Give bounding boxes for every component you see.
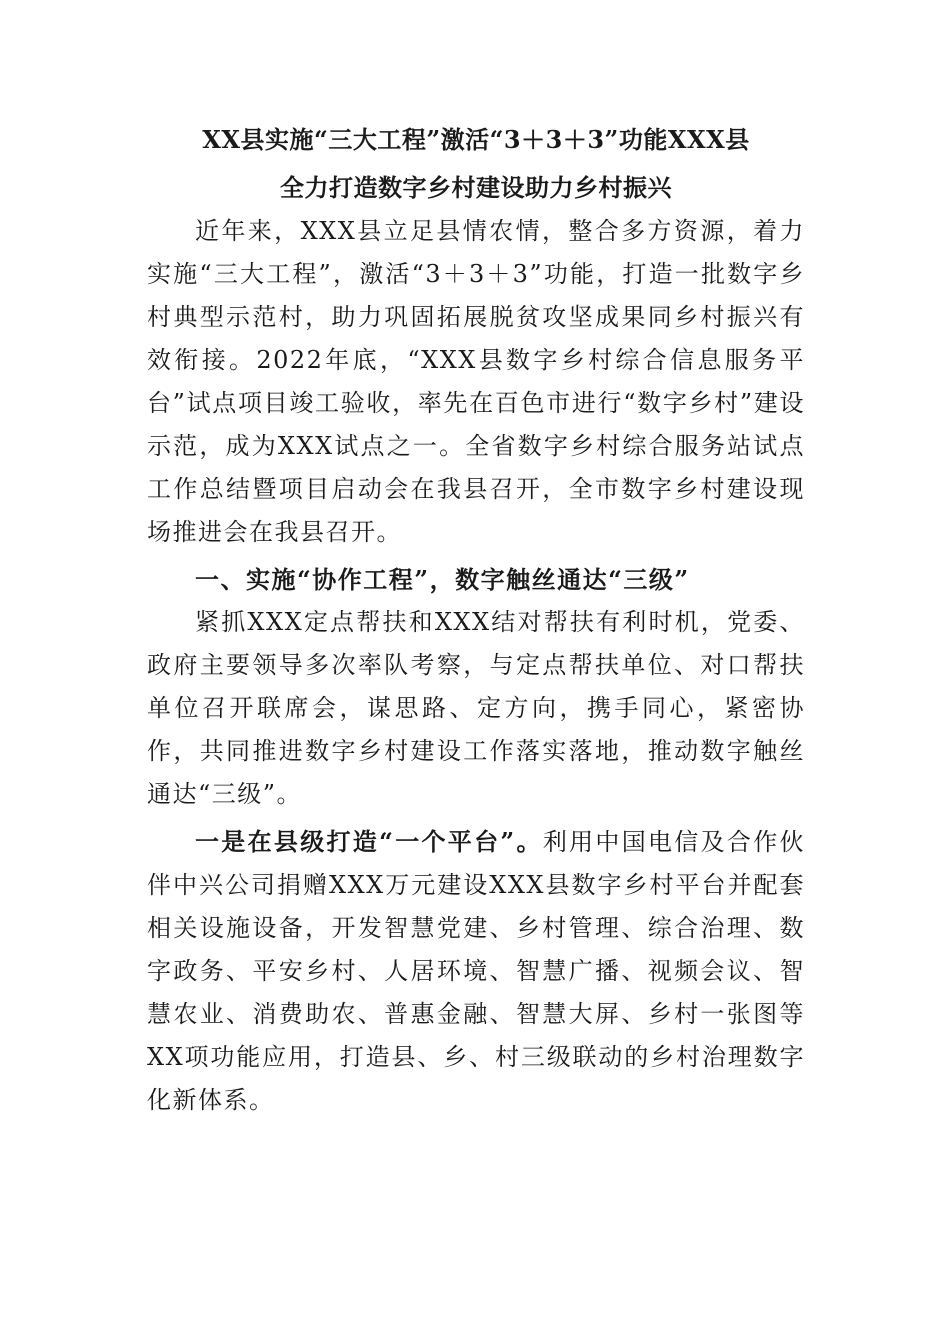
document-page: [147, 120, 805, 1122]
document-title: [147, 120, 805, 208]
point-1-lead: 一是在县级打造“一个平台”。: [195, 827, 543, 856]
title-line-2: 全力打造数字乡村建设助力乡村振兴: [280, 173, 672, 202]
point-1-body: 利用中国电信及合作伙伴中兴公司捐赠XXX万元建设XXX县数字乡村平台并配套相关设施设备，开发智慧党建、乡村管理、综合治理、数字政务、平安乡村、人居环境、智慧广播、视频会议、智慧农业、消费助农、普惠金融、智慧大屏、乡村一张图等XX项功能应用，打造县、乡、村三级联动的乡村治理数字化新体系。: [147, 828, 806, 1114]
intro-paragraph: 近年来，XXX县立足县情农情，整合多方资源，着力实施“三大工程”，激活“3＋3＋3”功能，打造一批数字乡村典型示范村，助力巩固拓展脱贫攻坚成果同乡村振兴有效衔接。2022年底，“XXX县数字乡村综合信息服务平台”试点项目竣工验收，率先在百色市进行“数字乡村”建设示范，成为XXX试点之一。全省数字乡村综合服务站试点工作总结暨项目启动会在我县召开，全市数字乡村建设现场推进会在我县召开。: [147, 217, 805, 546]
point-1-paragraph: [147, 820, 805, 1122]
section-1-heading: 一、实施“协作工程”，数字触丝通达“三级”: [195, 565, 690, 594]
title-line-1: XX县实施“三大工程”激活“3＋3＋3”功能XXX县: [202, 125, 750, 154]
section-1-paragraph: 紧抓XXX定点帮扶和XXX结对帮扶有利时机，党委、政府主要领导多次率队考察，与定点帮扶单位、对口帮扶单位召开联席会，谋思路、定方向，携手同心，紧密协作，共同推进数字乡村建设工作落实落地，推动数字触丝通达“三级”。: [147, 608, 805, 808]
